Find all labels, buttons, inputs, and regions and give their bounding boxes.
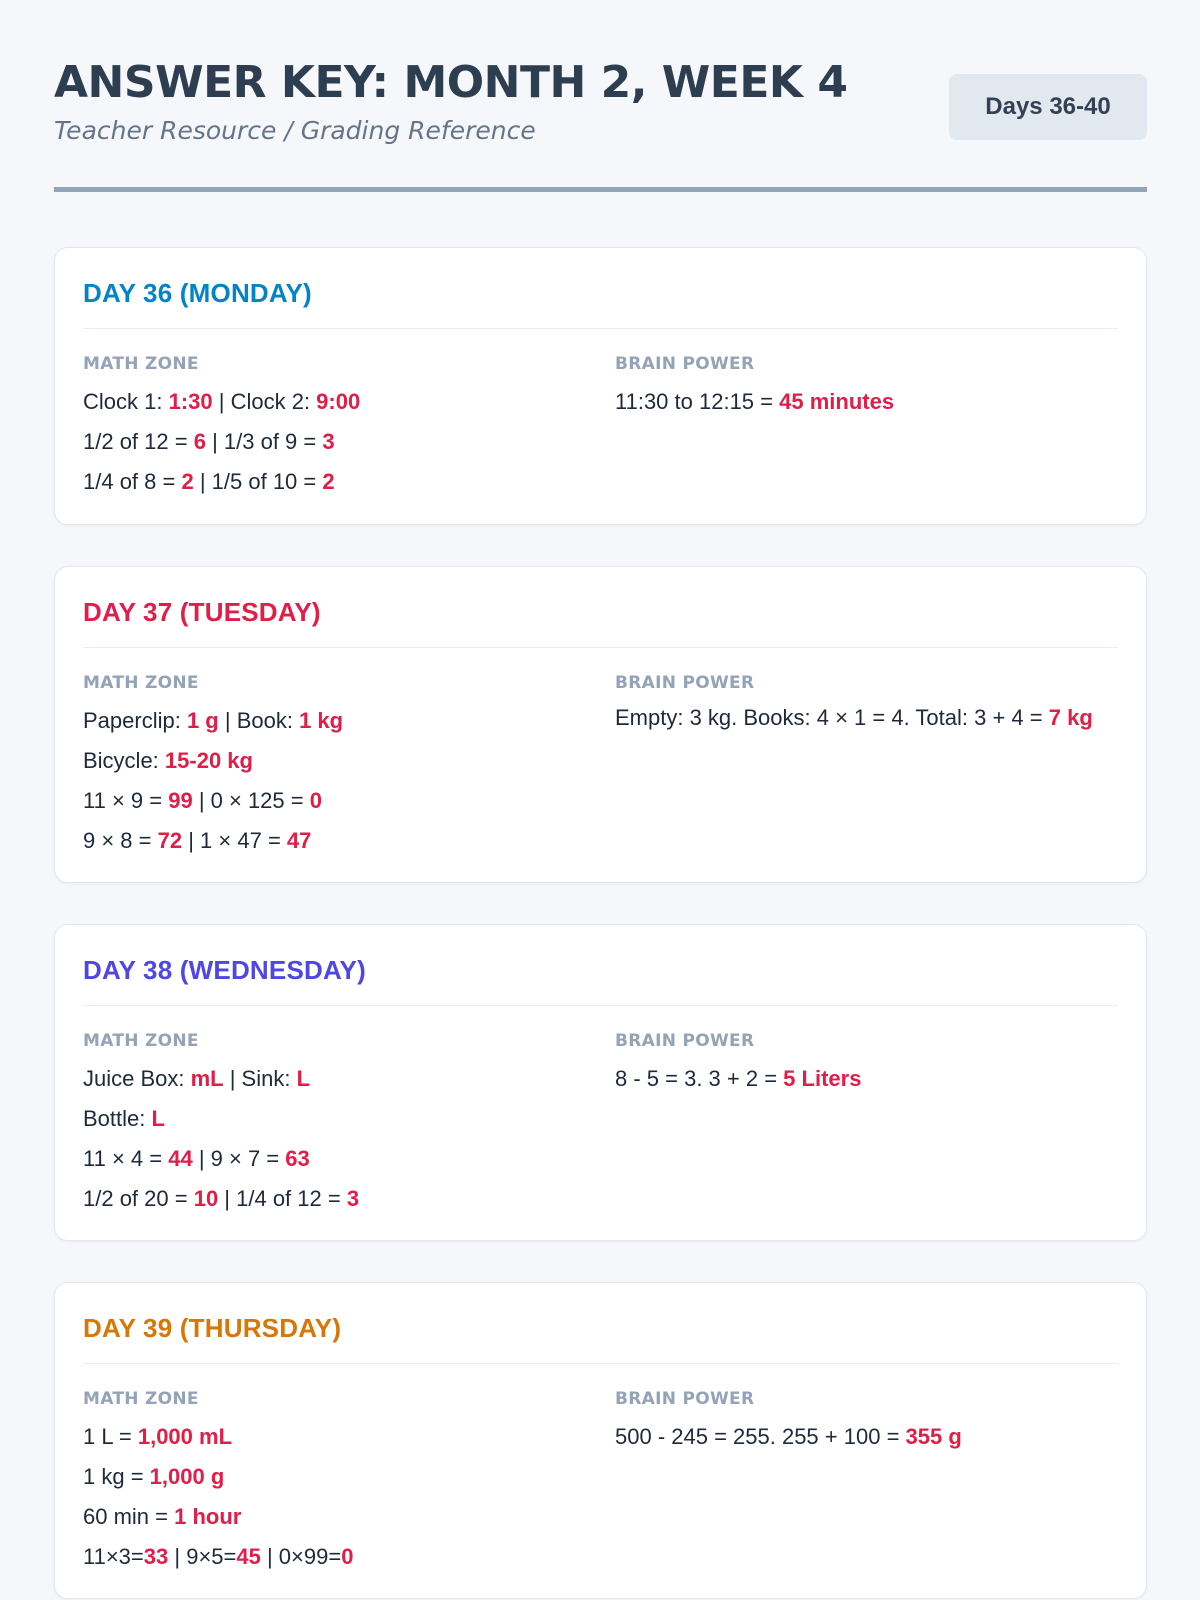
brain-power-section [615, 1031, 1115, 1099]
day-card-39 [54, 1282, 1147, 1599]
day-card-37 [54, 566, 1147, 883]
day-title: DAY 37 (TUESDAY) [83, 597, 321, 627]
question-text: Bicycle: [83, 748, 165, 773]
card-divider [83, 1005, 1118, 1006]
question-text: | 0×99= [260, 1544, 342, 1569]
answer-value: 1 g [186, 708, 219, 733]
answer-value: 355 g [905, 1424, 962, 1449]
answer-value: 1 kg [299, 708, 344, 733]
math-zone-label: MATH ZONE [83, 673, 199, 693]
answer-line [83, 1417, 583, 1457]
question-text: Paperclip: [83, 708, 187, 733]
question-text: | 1/5 of 10 = [193, 469, 323, 494]
question-text: Bottle: [83, 1106, 152, 1131]
answer-value: 10 [193, 1186, 219, 1211]
answer-value: 7 kg [1048, 705, 1093, 730]
day-card-38 [54, 924, 1147, 1241]
answer-line [615, 382, 1115, 422]
question-text: 9 × 8 = [83, 828, 158, 853]
math-zone-section [83, 1031, 583, 1219]
question-text: | 9 × 7 = [192, 1146, 286, 1171]
math-zone-label: MATH ZONE [83, 1389, 199, 1409]
question-text: 1 L = [83, 1424, 138, 1449]
answer-line [83, 1457, 583, 1497]
answer-value: 0 [309, 788, 322, 813]
brain-power-section [615, 354, 1115, 422]
answer-line [83, 422, 583, 462]
question-text: | 1 × 47 = [182, 828, 287, 853]
question-text: | 9×5= [168, 1544, 237, 1569]
day-card-36 [54, 247, 1147, 525]
question-text: | Sink: [223, 1066, 297, 1091]
card-divider [83, 647, 1118, 648]
answer-value: L [296, 1066, 311, 1091]
question-text: 1/2 of 20 = [83, 1186, 194, 1211]
math-zone-section [83, 1389, 583, 1577]
answer-line [83, 462, 583, 502]
day-title: DAY 38 (WEDNESDAY) [83, 955, 366, 985]
answer-line [83, 1497, 583, 1537]
question-text: | Clock 2: [212, 389, 317, 414]
answer-line [83, 701, 583, 741]
answer-line [83, 1179, 583, 1219]
answer-line [615, 1417, 1115, 1457]
answer-value: 2 [322, 469, 335, 494]
math-zone-section [83, 354, 583, 502]
question-text: 1 kg = [83, 1464, 150, 1489]
answer-line [83, 382, 583, 422]
answer-line [83, 1059, 583, 1099]
page-header [54, 52, 1147, 145]
brain-power-label: BRAIN POWER [615, 673, 755, 693]
page-title: ANSWER KEY: MONTH 2, WEEK 4 [54, 57, 848, 108]
day-title: DAY 39 (THURSDAY) [83, 1313, 342, 1343]
answer-value: 45 minutes [779, 389, 895, 414]
answer-value: 63 [285, 1146, 310, 1171]
answer-value: 45 [236, 1544, 261, 1569]
question-text: Juice Box: [83, 1066, 191, 1091]
header-divider [54, 187, 1147, 192]
answer-value: 44 [168, 1146, 193, 1171]
answer-line [83, 1139, 583, 1179]
answer-value: 0 [341, 1544, 354, 1569]
question-text: | Book: [218, 708, 300, 733]
answer-value: L [151, 1106, 165, 1131]
question-text: | 0 × 125 = [192, 788, 310, 813]
question-text: | 1/4 of 12 = [218, 1186, 347, 1211]
answer-value: 33 [143, 1544, 169, 1569]
answer-line [83, 741, 583, 781]
answer-line [83, 821, 583, 861]
answer-value: 5 Liters [783, 1066, 862, 1091]
question-text: 11 × 4 = [83, 1146, 169, 1171]
answer-value: 3 [346, 1186, 360, 1211]
card-divider [83, 328, 1118, 329]
answer-value: 72 [157, 828, 183, 853]
answer-value: 99 [168, 788, 193, 813]
answer-value: 2 [181, 469, 194, 494]
question-text: 1/2 of 12 = [83, 429, 194, 454]
question-text: Clock 1: [83, 389, 169, 414]
answer-value: 1,000 mL [137, 1424, 233, 1449]
answer-line [83, 781, 583, 821]
answer-value: 1:30 [168, 389, 213, 414]
question-text: Empty: 3 kg. Books: 4 × 1 = 4. Total: 3 + 4 = [615, 705, 1049, 730]
answer-value: 15-20 kg [164, 748, 253, 773]
math-zone-label: MATH ZONE [83, 354, 199, 374]
math-zone-section [83, 673, 583, 861]
question-text: | 1/3 of 9 = [205, 429, 323, 454]
question-text: 11×3= [83, 1544, 144, 1569]
brain-power-label: BRAIN POWER [615, 1031, 755, 1051]
answer-value: 1 hour [174, 1504, 242, 1529]
answer-value: 9:00 [316, 389, 361, 414]
question-text: 11 × 9 = [83, 788, 169, 813]
answer-line [615, 701, 1115, 735]
brain-power-section [615, 673, 1115, 735]
card-divider [83, 1363, 1118, 1364]
answer-line [615, 1059, 1115, 1099]
answer-line [83, 1537, 583, 1577]
question-text: 500 - 245 = 255. 255 + 100 = [615, 1424, 906, 1449]
answer-value: 6 [193, 429, 206, 454]
answer-value: 3 [322, 429, 335, 454]
days-range-badge: Days 36-40 [949, 74, 1147, 140]
question-text: 8 - 5 = 3. 3 + 2 = [615, 1066, 784, 1091]
brain-power-label: BRAIN POWER [615, 1389, 755, 1409]
brain-power-section [615, 1389, 1115, 1457]
question-text: 60 min = [83, 1504, 175, 1529]
brain-power-label: BRAIN POWER [615, 354, 755, 374]
page-subtitle: Teacher Resource / Grading Reference [54, 116, 536, 145]
answer-value: 47 [286, 828, 312, 853]
math-zone-label: MATH ZONE [83, 1031, 199, 1051]
answer-value: mL [190, 1066, 224, 1091]
question-text: 1/4 of 8 = [83, 469, 182, 494]
answer-line [83, 1099, 583, 1139]
answer-value: 1,000 g [149, 1464, 225, 1489]
question-text: 11:30 to 12:15 = [615, 389, 780, 414]
day-title: DAY 36 (MONDAY) [83, 278, 312, 308]
